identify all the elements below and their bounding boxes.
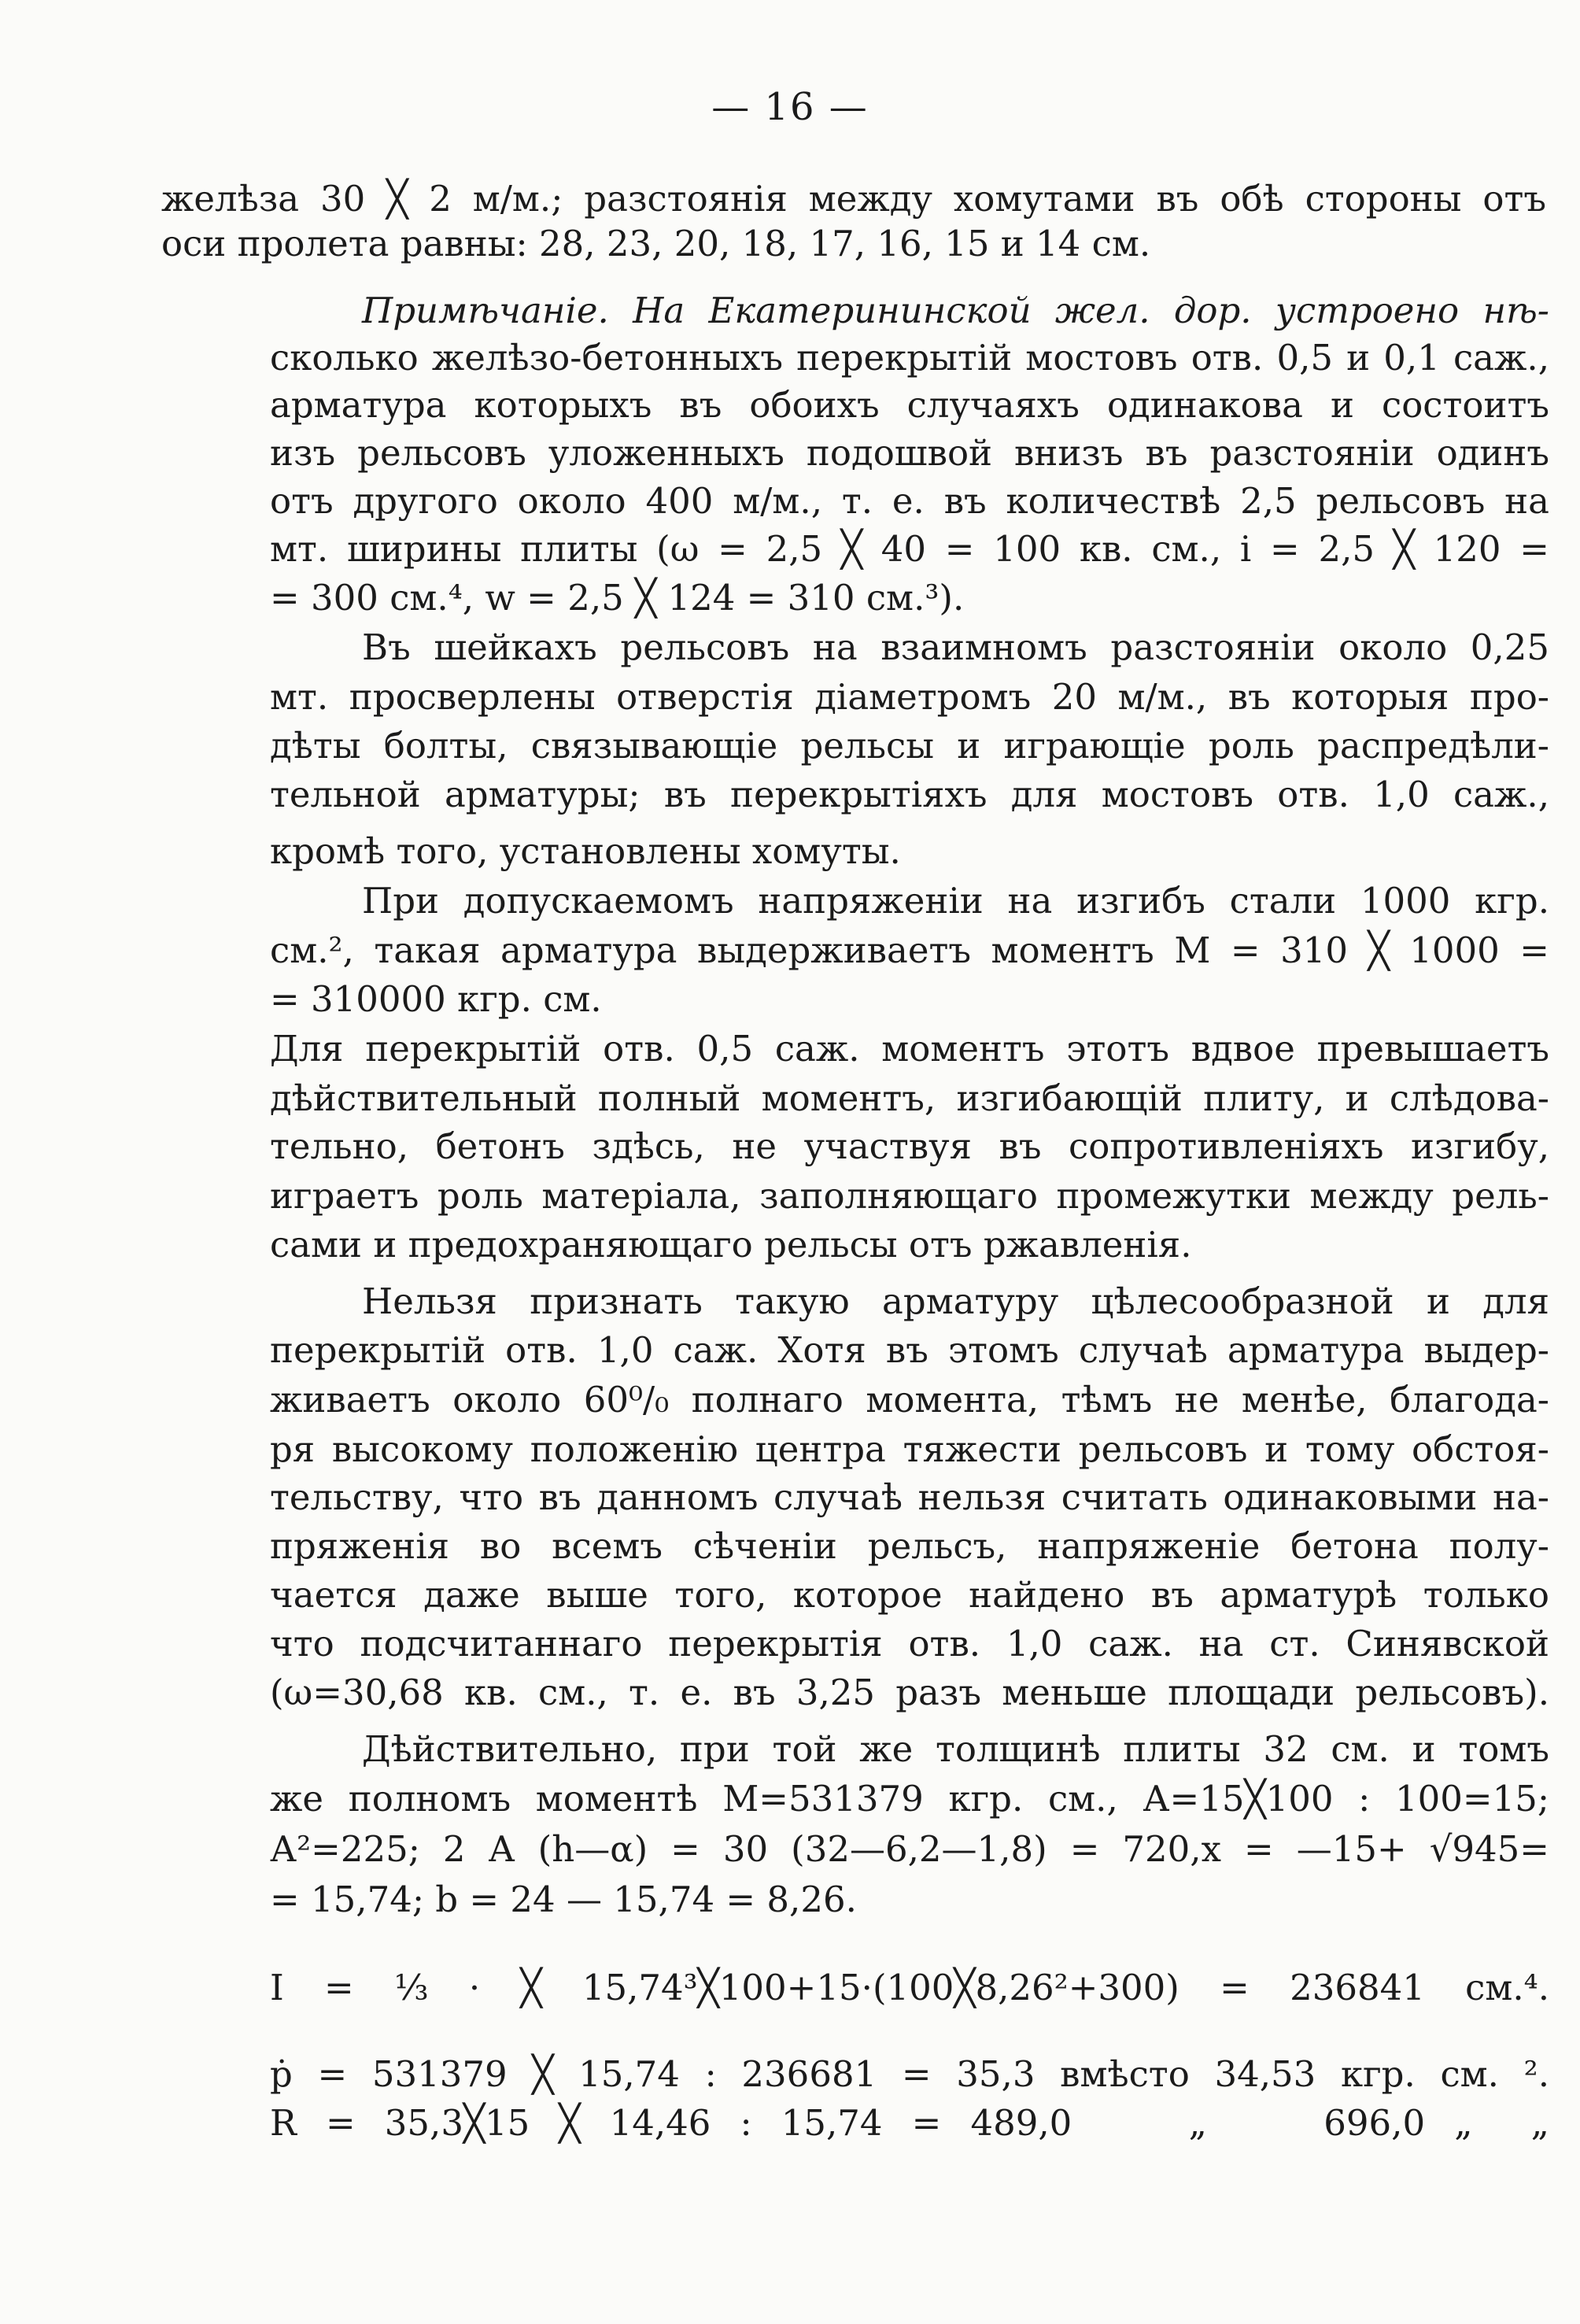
text-line: желѣза 30 ╳ 2 м/м.; разстоянія между хомутами въ обѣ стороны отъ: [161, 178, 1546, 220]
text-line: Нельзя признать такую арматуру цѣлесообразной и для: [362, 1280, 1549, 1322]
note-heading-line: Примѣчаніе. На Екатерининской жел. дор. устроено нѣ-: [362, 290, 1549, 331]
page-number: — 16 —: [711, 85, 869, 129]
text-line: мт. просверлены отверстія діаметромъ 20 м/м., въ которыя про-: [270, 676, 1549, 718]
text-line: играетъ роль матеріала, заполняющаго промежутки между рель-: [270, 1175, 1549, 1217]
text-line: мт. ширины плиты (ω = 2,5 ╳ 40 = 100 кв. см., i = 2,5 ╳ 120 =: [270, 528, 1549, 570]
text-line: сами и предохраняющаго рельсы отъ ржавленія.: [270, 1224, 1192, 1265]
text-line: тельству, что въ данномъ случаѣ нельзя считать одинаковыми на-: [270, 1476, 1549, 1518]
text-line: же полномъ моментѣ М=531379 кгр. см., А=15╳100 : 100=15;: [270, 1778, 1549, 1820]
text-line: кромѣ того, установлены хомуты.: [270, 830, 901, 872]
text-line: Дѣйствительно, при той же толщинѣ плиты 32 см. и томъ: [362, 1728, 1549, 1770]
formula-line: I = ⅓ · ╳ 15,74³╳100+15·(100╳8,26²+300) = 236841 см.⁴.: [270, 1967, 1549, 2008]
text-line: отъ другого около 400 м/м., т. е. въ количествѣ 2,5 рельсовъ на: [270, 480, 1549, 522]
text-line: изъ рельсовъ уложенныхъ подошвой внизъ въ разстояніи одинъ: [270, 432, 1549, 474]
text-line: дѣты болты, связывающіе рельсы и играющіе роль распредѣли-: [270, 725, 1549, 767]
text-line: что подсчитаннаго перекрытія отв. 1,0 саж. на ст. Синявской: [270, 1623, 1549, 1664]
text-line: = 300 см.⁴, w = 2,5 ╳ 124 = 310 см.³).: [270, 577, 965, 619]
text-line: При допускаемомъ напряженіи на изгибъ стали 1000 кгр.: [362, 880, 1549, 922]
text-line: см.², такая арматура выдерживаетъ моментъ М = 310 ╳ 1000 =: [270, 929, 1549, 971]
text-line: Въ шейкахъ рельсовъ на взаимномъ разстояніи около 0,25: [362, 626, 1549, 668]
text-line: оси пролета равны: 28, 23, 20, 18, 17, 16, 15 и 14 см.: [161, 223, 1151, 264]
text-line: чается даже выше того, которое найдено въ арматурѣ только: [270, 1574, 1549, 1616]
text-line: перекрытій отв. 1,0 саж. Хотя въ этомъ случаѣ арматура выдер-: [270, 1329, 1549, 1371]
text-line: арматура которыхъ въ обоихъ случаяхъ одинакова и состоитъ: [270, 384, 1549, 426]
text-line: пряженія во всемъ сѣченіи рельсъ, напряженіе бетона полу-: [270, 1525, 1549, 1567]
text-line: ря высокому положенію центра тяжести рельсовъ и тому обстоя-: [270, 1428, 1549, 1470]
text-line: сколько желѣзо-бетонныхъ перекрытій мостовъ отв. 0,5 и 0,1 саж.,: [270, 337, 1549, 379]
text-line: = 310000 кгр. см.: [270, 978, 602, 1020]
formula-line: = 15,74; b = 24 — 15,74 = 8,26.: [270, 1879, 857, 1920]
text-line: тельной арматуры; въ перекрытіяхъ для мостовъ отв. 1,0 саж.,: [270, 774, 1549, 815]
text-line: тельно, бетонъ здѣсь, не участвуя въ сопротивленіяхъ изгибу,: [270, 1125, 1549, 1167]
formula-line: А²=225; 2 А (h—α) = 30 (32—6,2—1,8) = 720,x = —15+ √945=: [270, 1828, 1549, 1870]
formula-line: R = 35,3╳15 ╳ 14,46 : 15,74 = 489,0 „ 696,0 „ „: [270, 2102, 1549, 2144]
text-line: живаетъ около 60⁰/₀ полнаго момента, тѣмъ не менѣе, благода-: [270, 1379, 1549, 1421]
formula-line: ṗ = 531379 ╳ 15,74 : 236681 = 35,3 вмѣсто 34,53 кгр. см. ².: [270, 2053, 1549, 2095]
text-line: (ω=30,68 кв. см., т. е. въ 3,25 разъ меньше площади рельсовъ).: [270, 1672, 1549, 1713]
text-line: Для перекрытій отв. 0,5 саж. моментъ этотъ вдвое превышаетъ: [270, 1028, 1549, 1070]
text-line: дѣйствительный полный моментъ, изгибающій плиту, и слѣдова-: [270, 1077, 1549, 1119]
